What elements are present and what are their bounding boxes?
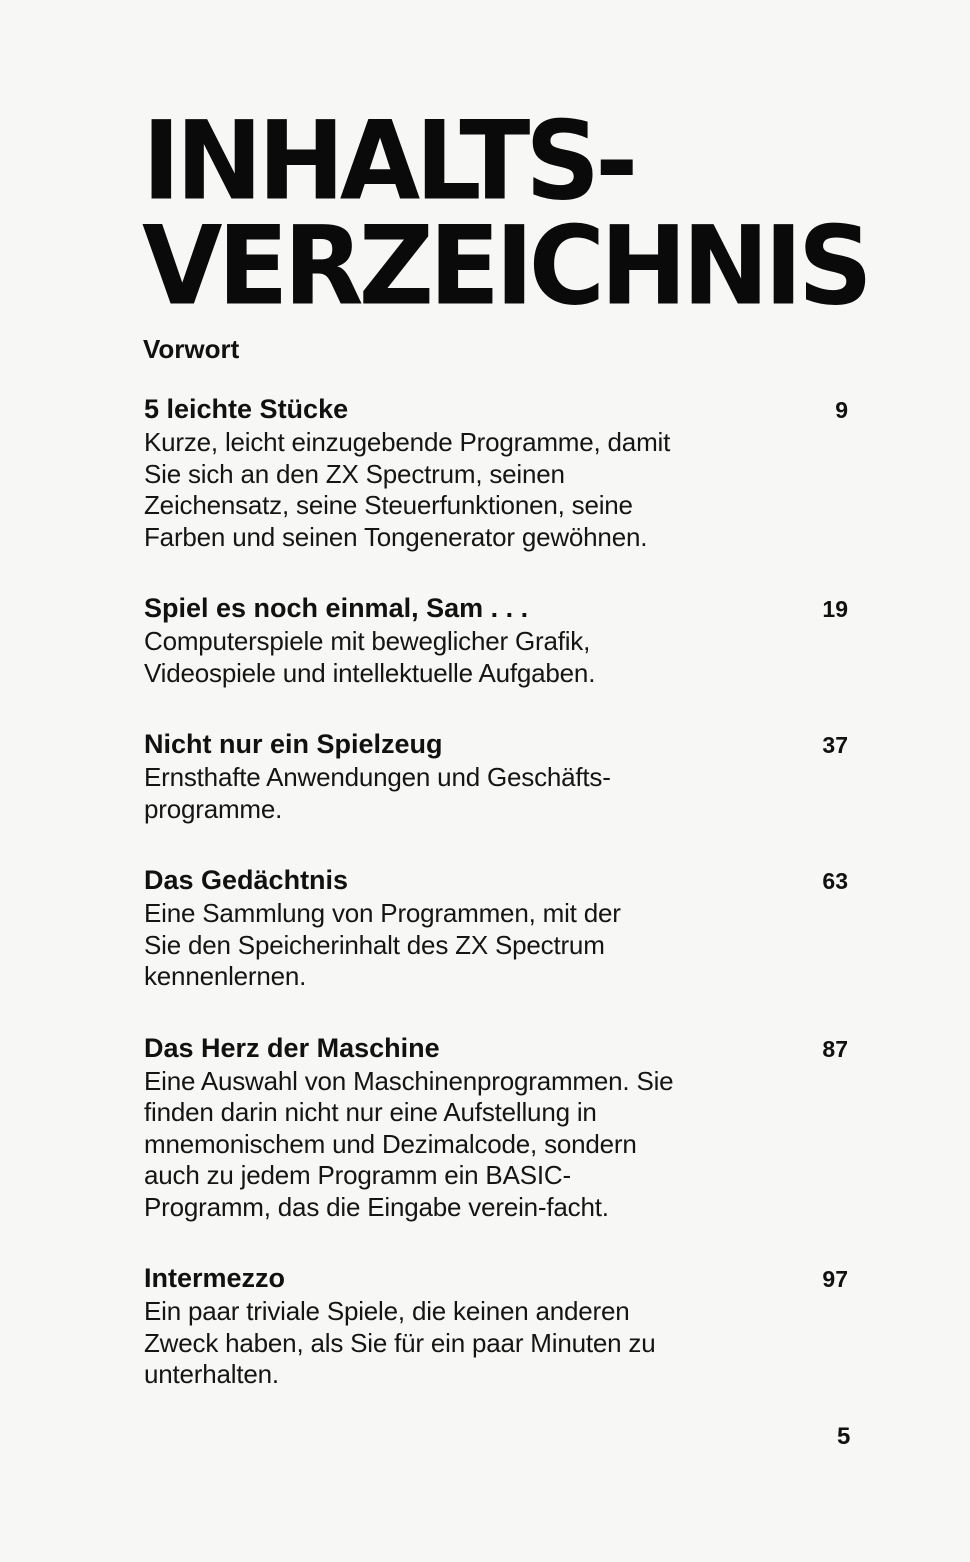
title-line-1: INHALTS- [142,96,634,225]
entry-description: Eine Sammlung von Programmen, mit der Sie den Speicherinhalt des ZX Spectrum kennenlernen. [144,898,621,991]
toc-entry [144,591,856,689]
toc-entry [144,1031,856,1224]
toc-entry [144,392,856,553]
entry-title: Spiel es noch einmal, Sam . . . [144,593,529,623]
toc-entry [144,1261,856,1391]
entry-description: Ein paar triviale Spiele, die keinen anderen Zweck haben, als Sie für ein paar Minuten zu unterhalten. [144,1296,656,1389]
entry-description: Eine Auswahl von Maschinenprogrammen. Sie finden darin nicht nur eine Aufstellung in mnemonischem und Dezimalcode, sondern auch zu jedem Programm ein BASIC-Programm, das die Eingabe verein-facht. [144,1065,674,1222]
foreword-heading: Vorwort [143,334,240,364]
table-of-contents [144,392,856,1429]
entry-page-number: 9 [835,397,848,423]
entry-title: Intermezzo [144,1263,286,1293]
entry-title: Das Herz der Maschine [144,1032,440,1063]
entry-description: Ernsthafte Anwendungen und Geschäfts-programme. [144,762,611,824]
entry-description: Kurze, leicht einzugebende Programme, damit Sie sich an den ZX Spectrum, seinen Zeichensatz, seine Steuerfunktionen, seine Farben und seinen Tongenerator gewöhnen. [144,427,671,552]
page-number: 5 [837,1423,851,1450]
toc-entry [144,863,856,993]
entry-page-number: 37 [822,732,848,758]
toc-entry [144,727,856,825]
entry-page-number: 87 [822,1035,848,1062]
entry-title: 5 leichte Stücke [144,394,349,424]
entry-page-number: 63 [822,868,848,894]
entry-description: Computerspiele mit beweglicher Grafik, Videospiele und intellektuelle Aufgaben. [144,626,596,688]
entry-title: Nicht nur ein Spielzeug [144,729,443,759]
entry-page-number: 19 [822,596,848,622]
entry-page-number: 97 [822,1266,848,1292]
page-title [142,96,868,330]
title-line-2: VERZEICHNIS [142,201,868,330]
entry-title: Das Gedächtnis [144,865,349,895]
